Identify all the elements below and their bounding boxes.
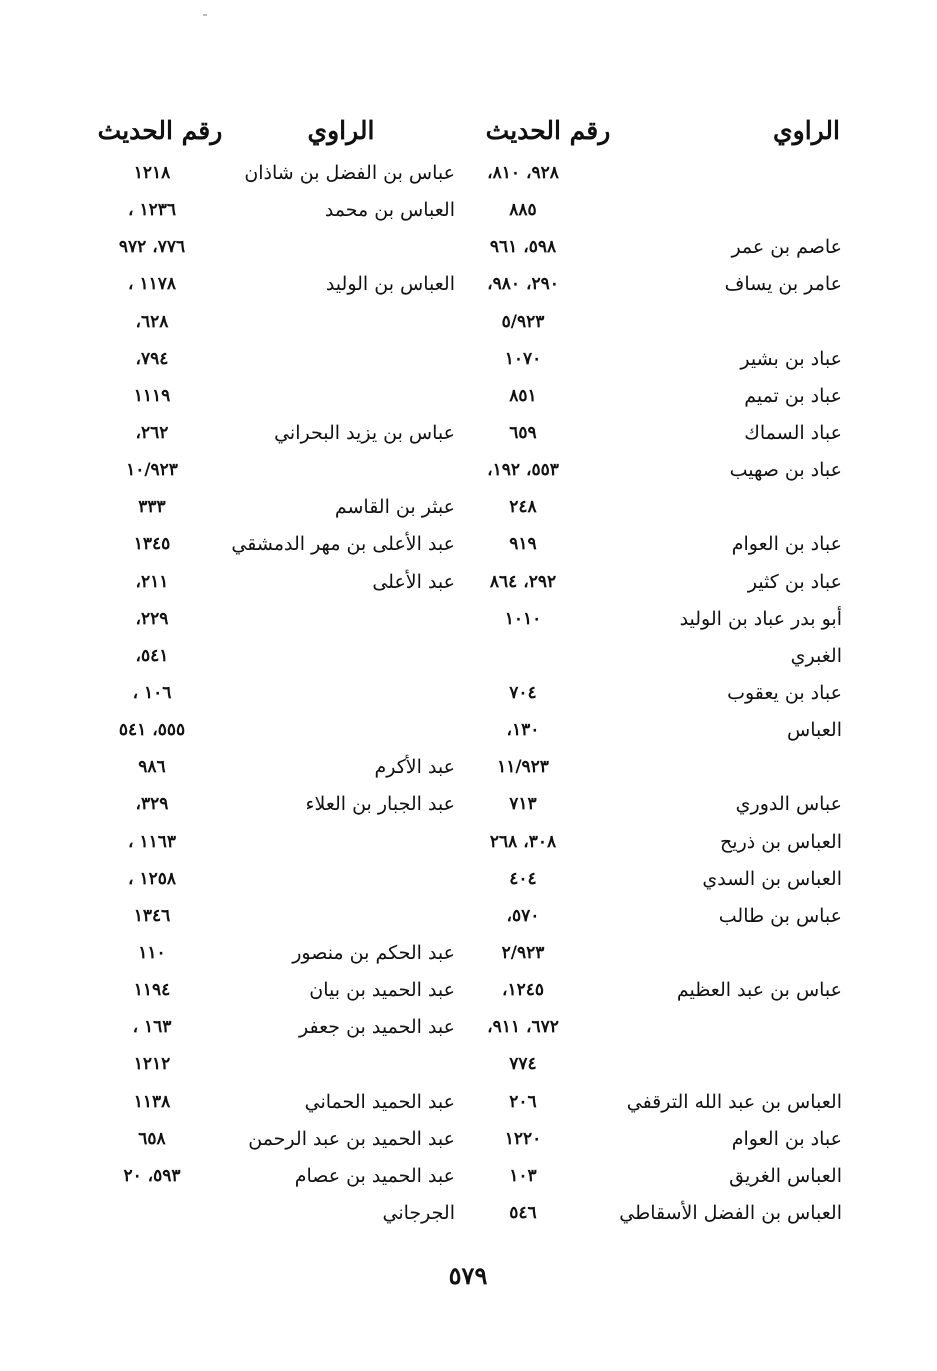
hadith-number-right-cell: ٤٠٤	[509, 868, 537, 889]
narrator-left-cell	[205, 824, 455, 861]
table-row	[0, 1046, 937, 1083]
narrator-right-cell: عباد السماك	[744, 421, 842, 444]
index-table	[0, 155, 937, 1232]
narrator-left-cell: عباس بن يزيد البحراني	[274, 421, 455, 444]
narrator-left-cell: عبد الأكرم	[374, 756, 455, 779]
hadith-number-left-cell: ١٢٥٨ ،	[128, 868, 176, 889]
table-row	[0, 712, 937, 749]
narrator-left-cell: عبد الأعلى بن مهر الدمشقي	[231, 533, 455, 556]
hadith-number-left-cell: ١١٣٨	[133, 1091, 171, 1112]
table-row	[0, 1084, 937, 1121]
narrator-left-cell: العباس بن الوليد	[325, 273, 455, 296]
narrator-left-cell: عبد الحميد بن جعفر	[299, 1016, 455, 1039]
hadith-number-right-cell: ١٠٣	[509, 1165, 537, 1186]
narrator-right-cell: الغبري	[790, 644, 842, 667]
table-row	[0, 638, 937, 675]
hadith-number-right-cell: ٧٠٤	[509, 682, 537, 703]
narrator-left-cell	[205, 601, 455, 638]
header-hadith-number-left: رقم الحديث	[97, 116, 223, 145]
narrator-right-cell: عباد بن يعقوب	[727, 681, 842, 704]
scan-speck	[203, 14, 207, 16]
narrator-left-cell: عبد الحميد الحماني	[304, 1090, 455, 1113]
table-row	[0, 824, 937, 861]
hadith-number-right-cell: ٦٥٩	[509, 422, 537, 443]
hadith-number-left-cell: ٧٧٦، ٩٧٢	[118, 237, 186, 258]
narrator-left-cell	[205, 378, 455, 415]
hadith-number-right-cell: ١٠٧٠	[504, 348, 542, 369]
hadith-number-left-cell: ١٣٤٦	[133, 905, 171, 926]
hadith-number-left-cell: ٥٤١،	[135, 645, 169, 666]
table-row	[0, 304, 937, 341]
narrator-right-cell: العباس بن ذريح	[720, 830, 842, 853]
table-row	[0, 1195, 937, 1232]
hadith-number-left-cell: ١٣٤٥	[133, 534, 171, 555]
hadith-number-left-cell: ١٦٣ ،	[132, 1017, 172, 1038]
narrator-left-cell: عبد الحميد بن بيان	[309, 979, 455, 1002]
hadith-number-right-cell: ٨٨٥	[509, 200, 537, 221]
narrator-left-cell	[205, 341, 455, 378]
table-row	[0, 229, 937, 266]
narrator-right-cell	[590, 935, 842, 972]
narrator-right-cell	[590, 155, 842, 192]
header-narrator-right: الراوي	[773, 116, 840, 145]
narrator-left-cell	[205, 675, 455, 712]
hadith-number-right-cell: ١٢٤٥،	[501, 980, 545, 1001]
narrator-right-cell: العباس بن السدي	[702, 867, 842, 890]
table-row	[0, 1158, 937, 1195]
narrator-left-cell	[205, 638, 455, 675]
narrator-left-cell	[205, 229, 455, 266]
narrator-right-cell: عباد بن بشير	[740, 347, 842, 370]
narrator-right-cell: العباس بن عبد الله الترقفي	[626, 1090, 842, 1113]
hadith-number-left-cell: ٦٢٨،	[135, 311, 169, 332]
table-row	[0, 1121, 937, 1158]
table-row	[0, 898, 937, 935]
table-row	[0, 266, 937, 303]
hadith-number-left-cell: ٥٩٣، ٢٠	[123, 1165, 181, 1186]
hadith-number-left-cell: ٣٣٣	[138, 497, 166, 518]
narrator-left-cell: عبد الجبار بن العلاء	[305, 793, 455, 816]
narrator-left-cell: عبثر بن القاسم	[334, 496, 455, 519]
hadith-number-right-cell: ٢/٩٢٣	[501, 942, 545, 963]
hadith-number-right-cell: ٢٠٦	[509, 1091, 537, 1112]
narrator-right-cell: العباس الغريق	[729, 1164, 842, 1187]
table-row	[0, 749, 937, 786]
header-hadith-number-right: رقم الحديث	[485, 116, 611, 145]
hadith-number-right-cell: ٥٤٦	[509, 1202, 537, 1223]
narrator-right-cell: عباس الدوري	[735, 793, 842, 816]
table-row	[0, 861, 937, 898]
narrator-right-cell	[590, 489, 842, 526]
hadith-number-left-cell: ٢١١،	[135, 571, 169, 592]
hadith-number-right-cell: ٧١٣	[509, 794, 537, 815]
table-row	[0, 972, 937, 1009]
hadith-number-left-cell: ١٢١٨	[133, 163, 171, 183]
narrator-left-cell	[205, 304, 455, 341]
hadith-number-right-cell: ١٠١٠	[504, 608, 542, 629]
hadith-number-left-cell	[72, 1195, 232, 1232]
table-row	[0, 415, 937, 452]
hadith-number-right-cell: ٥٧٠،	[506, 905, 540, 926]
hadith-number-right-cell: ٩١٩	[509, 534, 537, 555]
hadith-number-right-cell: ٢٩٢، ٨٦٤	[489, 571, 557, 592]
table-row	[0, 601, 937, 638]
hadith-number-left-cell: ٩٨٦	[138, 757, 166, 778]
table-row	[0, 1009, 937, 1046]
narrator-right-cell: عباس بن عبد العظيم	[676, 979, 842, 1002]
narrator-left-cell	[205, 712, 455, 749]
hadith-number-left-cell: ١٠/٩٢٣	[126, 460, 178, 481]
table-row	[0, 675, 937, 712]
hadith-number-right-cell: ٥٥٣، ١٩٢،	[487, 460, 559, 481]
narrator-left-cell: الجرجاني	[382, 1201, 455, 1224]
narrator-left-cell: عبد الحكم بن منصور	[292, 941, 455, 964]
narrator-right-cell	[590, 192, 842, 229]
narrator-right-cell	[590, 304, 842, 341]
narrator-left-cell: العباس بن محمد	[324, 199, 455, 222]
hadith-number-left-cell: ٣٢٩،	[135, 794, 169, 815]
narrator-right-cell: أبو بدر عباد بن الوليد	[679, 607, 842, 630]
hadith-number-right-cell: ١١/٩٢٣	[497, 757, 549, 778]
hadith-number-left-cell: ٦٥٨	[138, 1128, 166, 1149]
table-row	[0, 155, 937, 192]
hadith-number-right-cell: ٢٤٨	[509, 497, 537, 518]
narrator-left-cell: عبد الحميد بن عبد الرحمن	[248, 1127, 455, 1150]
page-number: ٥٧٩	[448, 1261, 488, 1290]
hadith-number-right-cell: ٧٧٤	[509, 1054, 537, 1075]
table-row	[0, 786, 937, 823]
narrator-left-cell: عبد الأعلى	[372, 570, 455, 593]
hadith-number-right-cell: ٥٩٨، ٩٦١	[489, 237, 557, 258]
narrator-right-cell: عباد بن العوام	[731, 533, 842, 556]
hadith-number-left-cell: ٢٦٢،	[135, 422, 169, 443]
hadith-number-right-cell: ٦٧٢، ٩١١،	[487, 1017, 559, 1038]
narrator-right-cell: العباس	[787, 719, 842, 742]
hadith-number-right-cell: ٥/٩٢٣	[501, 311, 545, 332]
narrator-right-cell: العباس بن الفضل الأسقاطي	[619, 1201, 842, 1224]
table-row	[0, 935, 937, 972]
hadith-number-left-cell: ٥٥٥، ٥٤١	[118, 720, 186, 741]
header-narrator-left: الراوي	[307, 116, 375, 145]
table-row	[0, 192, 937, 229]
hadith-number-right-cell: ٢٩٠، ٩٨٠،	[487, 274, 559, 295]
narrator-right-cell: عاصم بن عمر	[731, 236, 842, 259]
narrator-right-cell: عباد بن صهيب	[729, 459, 842, 482]
hadith-number-left-cell: ١١٧٨ ،	[128, 274, 176, 295]
table-row	[0, 526, 937, 563]
table-row	[0, 489, 937, 526]
hadith-number-left-cell: ١٢١٢	[133, 1054, 171, 1075]
narrator-left-cell: عبد الحميد بن عصام	[294, 1164, 455, 1187]
hadith-number-right-cell	[448, 638, 598, 675]
table-row	[0, 452, 937, 489]
hadith-number-left-cell: ١١٩٤	[133, 980, 171, 1001]
narrator-right-cell: عباس بن طالب	[718, 904, 842, 927]
hadith-number-right-cell: ٩٢٨، ٨١٠،	[487, 163, 559, 183]
narrator-right-cell	[590, 1009, 842, 1046]
narrator-right-cell	[590, 749, 842, 786]
hadith-number-right-cell: ٨٥١	[509, 385, 537, 406]
hadith-number-right-cell: ١٣٠،	[506, 720, 540, 741]
narrator-right-cell: عباد بن تميم	[744, 384, 842, 407]
narrator-right-cell	[590, 1046, 842, 1083]
narrator-right-cell: عباد بن كثير	[747, 570, 842, 593]
narrator-right-cell: عامر بن يساف	[724, 273, 842, 296]
narrator-left-cell	[205, 452, 455, 489]
narrator-left-cell	[205, 898, 455, 935]
table-row	[0, 341, 937, 378]
hadith-number-left-cell: ١٢٣٦ ،	[128, 200, 176, 221]
narrator-left-cell	[205, 861, 455, 898]
table-row	[0, 378, 937, 415]
hadith-number-left-cell: ١٠٦ ،	[132, 682, 172, 703]
narrator-right-cell: عباد بن العوام	[731, 1127, 842, 1150]
hadith-number-right-cell: ١٢٢٠	[504, 1128, 542, 1149]
hadith-number-right-cell: ٣٠٨، ٢٦٨	[489, 831, 557, 852]
hadith-number-left-cell: ١١٦٣ ،	[128, 831, 176, 852]
table-row	[0, 564, 937, 601]
hadith-number-left-cell: ١١١٩	[133, 385, 171, 406]
hadith-number-left-cell: ١١٠	[138, 942, 166, 963]
hadith-number-left-cell: ٢٢٩،	[135, 608, 169, 629]
narrator-left-cell: عباس بن الفضل بن شاذان	[244, 162, 455, 184]
narrator-left-cell	[205, 1046, 455, 1083]
hadith-number-left-cell: ٧٩٤،	[135, 348, 169, 369]
